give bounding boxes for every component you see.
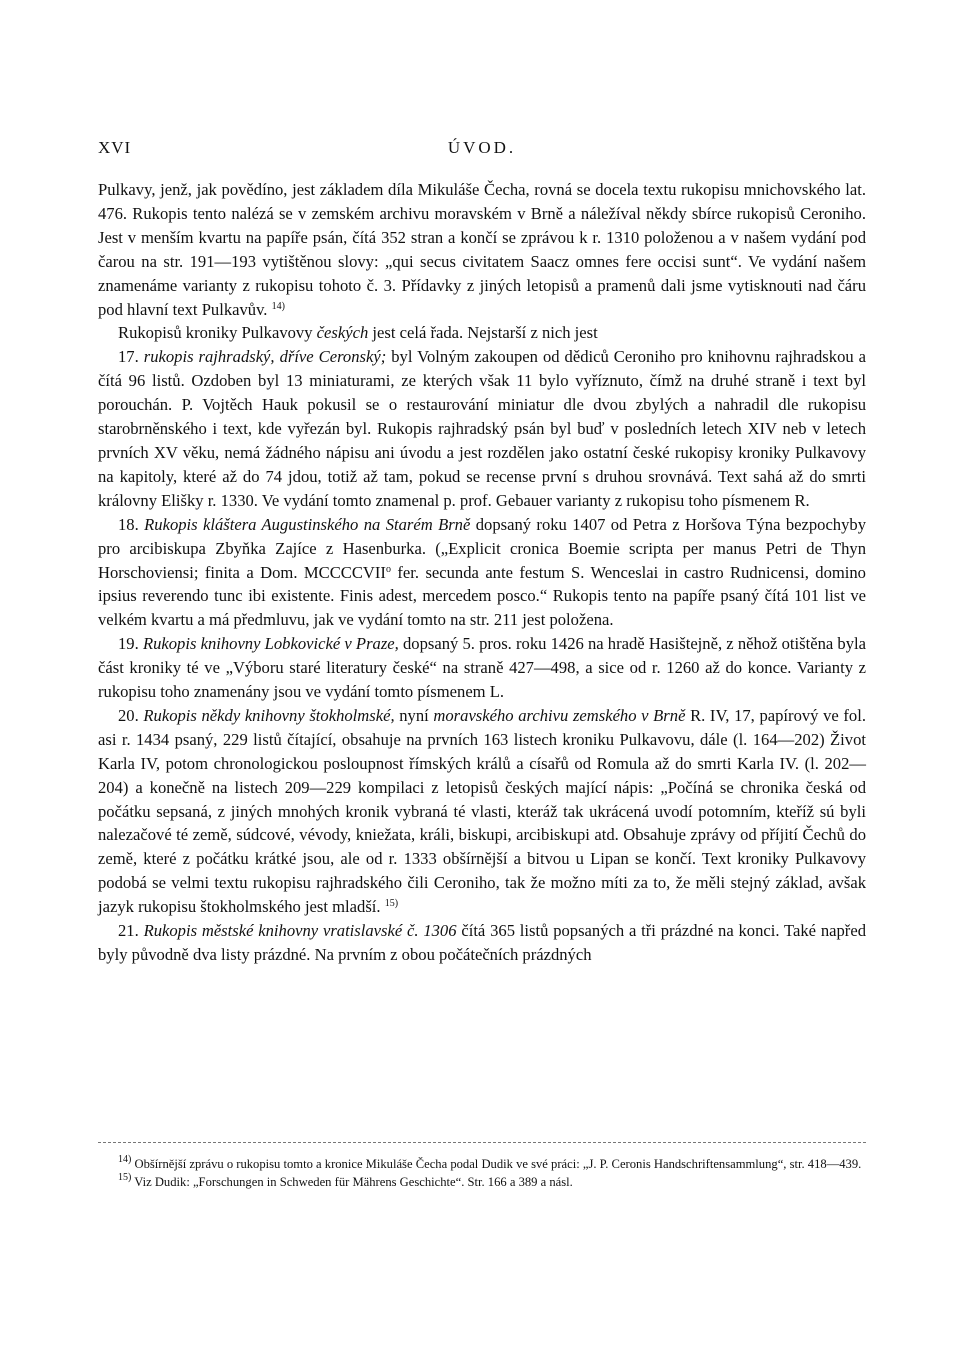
running-title: ÚVOD.	[447, 138, 517, 157]
text-run: čítá 365 listů popsaných a tři prázdné na konci. Také napřed byly původně dva listy prázdné. Na prvním z obou počátečních prázdných	[98, 921, 866, 964]
footnote-reference: 15)	[118, 1172, 132, 1183]
paragraph	[98, 321, 866, 345]
footnote-reference: 14)	[118, 1154, 132, 1165]
footnote-reference: 15)	[384, 898, 399, 910]
footnote-reference: o	[385, 563, 391, 575]
emphasized-text: rukopis rajhradský, dříve Ceronský;	[143, 347, 387, 367]
text-run: dopsaný roku 1407 od Petra z Horšova Týna bezpochyby pro arcibiskupa Zbyňka Zajíce z Hasenburka. („Explicit cronica Boemie scripta per manus Petri de Thyn Horschoviensi; finita a Dom. MCCCCVII	[98, 514, 866, 582]
paragraph	[98, 632, 866, 704]
text-run: 18.	[118, 514, 145, 534]
emphasized-text: Rukopis někdy knihovny štokholmské,	[143, 705, 395, 725]
emphasized-text: Rukopis kláštera Augustinského na Starém Brně	[144, 514, 471, 534]
page	[98, 138, 866, 967]
footnote	[98, 1155, 866, 1173]
text-run: jest celá řada. Nejstarší z nich jest	[368, 323, 598, 343]
text-run: dopsaný 5. pros. roku 1426 na hradě Hasištejně, z něhož otištěna byla část kroniky té ve „Výboru staré literatury české“ na straně 427—498, a sice od r. 1260 až do konce. Varianty z rukopisu toho znamenány jsou ve vydání tomto písmenem L.	[98, 634, 866, 702]
text-run: Obšírnější zprávu o rukopisu tomto a kronice Mikuláše Čecha podal Dudik ve své práci: „J. P. Ceronis Handschriftensammlung“, str. 418—439.	[131, 1157, 862, 1171]
paragraph	[98, 345, 866, 512]
emphasized-text: českých	[316, 323, 369, 343]
text-run: nyní	[394, 705, 434, 725]
paragraph	[98, 919, 866, 967]
text-run: 17.	[118, 347, 144, 367]
text-run: 19.	[118, 634, 143, 654]
text-run: R. IV, 17, papírový ve fol. asi r. 1434 psaný, 229 listů čítající, obsahuje na prvních 163 listech kroniku Pulkavovu, dále (l. 164—202) Život Karla IV, potom chronologickou posloupnost římských králů a císařů od Romula až do smrti Karla IV. (l. 202—204) a konečně na listech 209—229 kompilaci z letopisů českých mající nápis: „Počíná se chronika česká od počátku sepsaná, z jiných mnohých kronik vybraná té vlasti, kteráž tak ukrácená uvodí potomním, kteříž sú byli nalezačové té země, súdcové, vévody, kniežata, králi, biskupi, arcibiskupi atd. Obsahuje zprávy od příjití Čechů do země, které z počátku krátké jsou, ale od r. 1333 obšírnější a bitvou u Lipan se končí. Text kroniky Pulkavovy podobá se velmi textu rukopisu rajhradského čili Ceroniho, tak že možno míti za to, že měli stejný základ, avšak jazyk rukopisu štokholmského jest mladší.	[98, 705, 866, 917]
body-text	[98, 178, 866, 967]
emphasized-text: Rukopis knihovny Lobkovické v Praze,	[142, 634, 399, 654]
text-run: fer. secunda ante festum S. Wenceslai in castro Rudnicensi, domino ipsius reverendo tunc ibi existente. Finis adest, mercedem posco.“ Rukopis tento na papíře psaný čítá 101 list ve velkém kvartu a má předmluvu, jak ve vydání tomto na str. 211 jest položena.	[98, 562, 866, 630]
paragraph	[98, 704, 866, 919]
footnotes	[98, 1155, 866, 1191]
page-number: XVI	[98, 138, 132, 157]
page-header	[98, 138, 866, 158]
text-run: Rukopisů kroniky Pulkavovy	[118, 323, 317, 343]
text-run: Viz Dudik: „Forschungen in Schweden für Mährens Geschichte“. Str. 166 a 389 a násl.	[131, 1175, 573, 1189]
text-run: Pulkavy, jenž, jak povědíno, jest základem díla Mikuláše Čecha, rovná se docela textu rukopisu mnichovského lat. 476. Rukopis tento nalézá se v zemském archivu moravském v Brně a náležíval někdy sbírce rukopisů Ceroniho. Jest v menším kvartu na papíře psán, čítá 352 stran a končí se zprávou k r. 1310 položenou a v našem vydání pod čarou na str. 191—193 vytištěnou slovy: „qui secus civitatem Saacz omnes fere occisi sunt“. Ve vydání našem znamenáme varianty z rukopisu tohoto č. 3. Přídavky z jiných letopisů a pramenů dali jsme vytisknouti nad čáru pod hlavní text Pulkavův.	[98, 180, 866, 319]
text-run: byl Volným zakoupen od dědiců Ceroniho pro knihovnu rajhradskou a čítá 96 listů. Ozdoben byl 13 miniaturami, ze kterých však 11 bylo vyříznuto, čímž na druhé straně i text byl porouchán. P. Vojtěch Hauk pokusil se o restaurování miniatur dle dvou zbylých a nahradil dle rukopisu starobrněnského i text, kde vyřezán byl. Rukopis rajhradský psán byl buď v posledních letech XIV neb v letech prvních XV věku, nemá žádného nápisu ani úvodu a jest rozdělen jako ostatní české rukopisy kroniky Pulkavovy na kapitoly, které až do 74 jdou, totiž až tam, pokud se recense první s druhou srovnává. Text sahá až do smrti královny Elišky r. 1330. Ve vydání tomto znamenal p. prof. Gebauer varianty z rukopisu toho písmenem R.	[98, 347, 867, 510]
footnote	[98, 1173, 866, 1191]
text-run: 21.	[118, 921, 144, 941]
footnote-reference: 14)	[271, 300, 285, 312]
emphasized-text: moravského archivu zemského v Brně	[433, 705, 686, 725]
text-run: 20.	[118, 705, 144, 725]
paragraph	[98, 513, 866, 633]
emphasized-text: Rukopis městské knihovny vratislavské č. 1306	[143, 921, 457, 941]
footnote-divider	[98, 1142, 866, 1143]
paragraph	[98, 178, 866, 321]
